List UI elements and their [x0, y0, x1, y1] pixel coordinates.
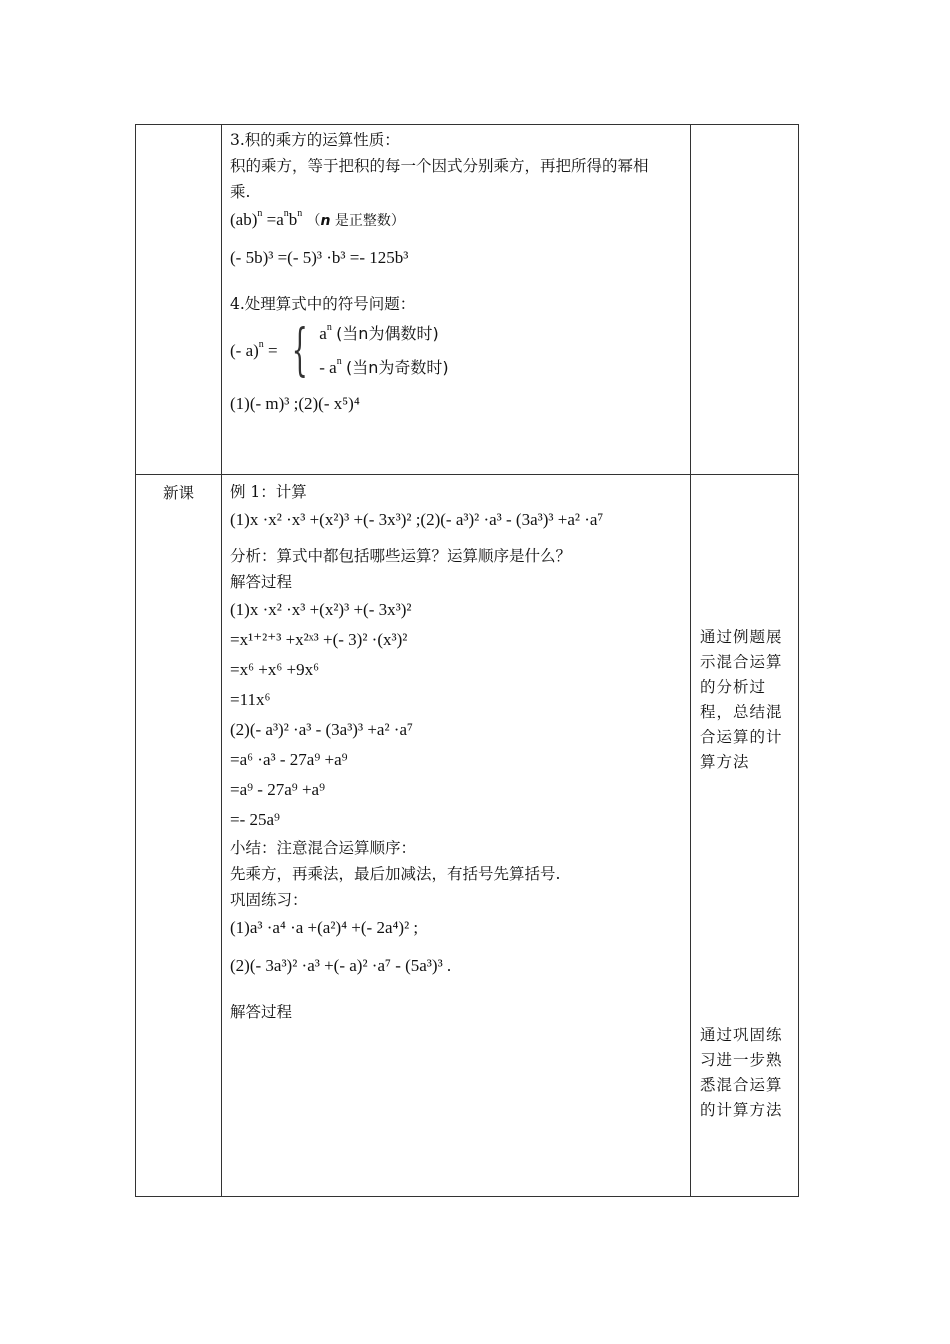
sign-cases: (- a)$^n$ = { $a^n$ (当n为偶数时) - $a^n$ (当n为奇数时): [230, 318, 449, 383]
solution-step: =11x⁶: [230, 690, 271, 709]
example-title: 例 1：计算: [230, 483, 307, 501]
practice-problem-2: (2)(- 3a³)² ·a³ +(- a)² ·a⁷ - (5a³)³ .: [230, 956, 452, 975]
solution-step: =a⁹ - 27a⁹ +a⁹: [230, 780, 326, 799]
solution-step: =a⁶ ·a³ - 27a⁹ +a⁹: [230, 750, 348, 769]
example-equation: (- 5b)³ =(- 5)³ ·b³ =- 125b³: [230, 248, 409, 267]
formula-product-power: $(ab)^n =a^nb^n$ （n 是正整数）: [230, 208, 405, 229]
brace-icon: {: [291, 318, 308, 383]
solution-title: 解答过程: [230, 573, 293, 591]
solution-step: (2)(- a³)² ·a³ - (3a³)³ +a² ·a⁷: [230, 720, 413, 739]
solution-step: =x¹⁺²⁺³ +x²ˣ³ +(- 3)² ·(x³)²: [230, 630, 408, 649]
solution-step: (1)x ·x² ·x³ +(x²)³ +(- 3x³)²: [230, 600, 412, 619]
label-cell-new-lesson: [136, 475, 222, 1197]
heading-product-power: 3.积的乘方的运算性质：: [230, 131, 400, 149]
practice-solution-title: 解答过程: [230, 1003, 293, 1021]
example-expression: (1)x ·x² ·x³ +(x²)³ +(- 3x³)² ;(2)(- a³)² ·a³ - (3a³)³ +a² ·a⁷: [230, 510, 604, 529]
solution-step: =- 25a⁹: [230, 810, 280, 829]
lesson-table: [135, 124, 799, 1197]
heading-sign-problem: 4.处理算式中的符号问题：: [230, 295, 416, 313]
content-cell-properties: [222, 125, 691, 475]
practice-title: 巩固练习：: [230, 891, 308, 909]
note-cell-empty: [691, 125, 799, 475]
analysis-text: 分析：算式中都包括哪些运算？运算顺序是什么？: [230, 547, 572, 565]
summary-title: 小结：注意混合运算顺序：: [230, 839, 417, 857]
teaching-note-1: 通过例题展示混合运算的分析过程，总结混合运算的计算方法: [700, 628, 783, 771]
row-label: 新课: [162, 484, 194, 502]
table-row-properties: [136, 125, 799, 475]
sign-exercise: (1)(- m)³ ;(2)(- x⁵)⁴: [230, 394, 360, 413]
note-cell-new-lesson: [691, 475, 799, 1197]
case-odd: - $a^n$ (当n为奇数时): [319, 356, 449, 377]
rule-text-line2: 乘.: [230, 183, 251, 201]
label-cell-empty: [136, 125, 222, 475]
table-row-new-lesson: [136, 475, 799, 1197]
case-even: $a^n$ (当n为偶数时): [319, 322, 439, 343]
rule-text-line1: 积的乘方，等于把积的每一个因式分别乘方，再把所得的幂相: [230, 157, 649, 175]
solution-step: =x⁶ +x⁶ +9x⁶: [230, 660, 320, 679]
summary-text: 先乘方，再乘法，最后加减法，有括号先算括号.: [230, 865, 561, 883]
practice-problem-1: (1)a³ ·a⁴ ·a +(a²)⁴ +(- 2a⁴)² ;: [230, 918, 419, 937]
teaching-note-2: 通过巩固练习进一步熟悉混合运算的计算方法: [700, 1026, 783, 1119]
content-cell-new-lesson: [222, 475, 691, 1197]
